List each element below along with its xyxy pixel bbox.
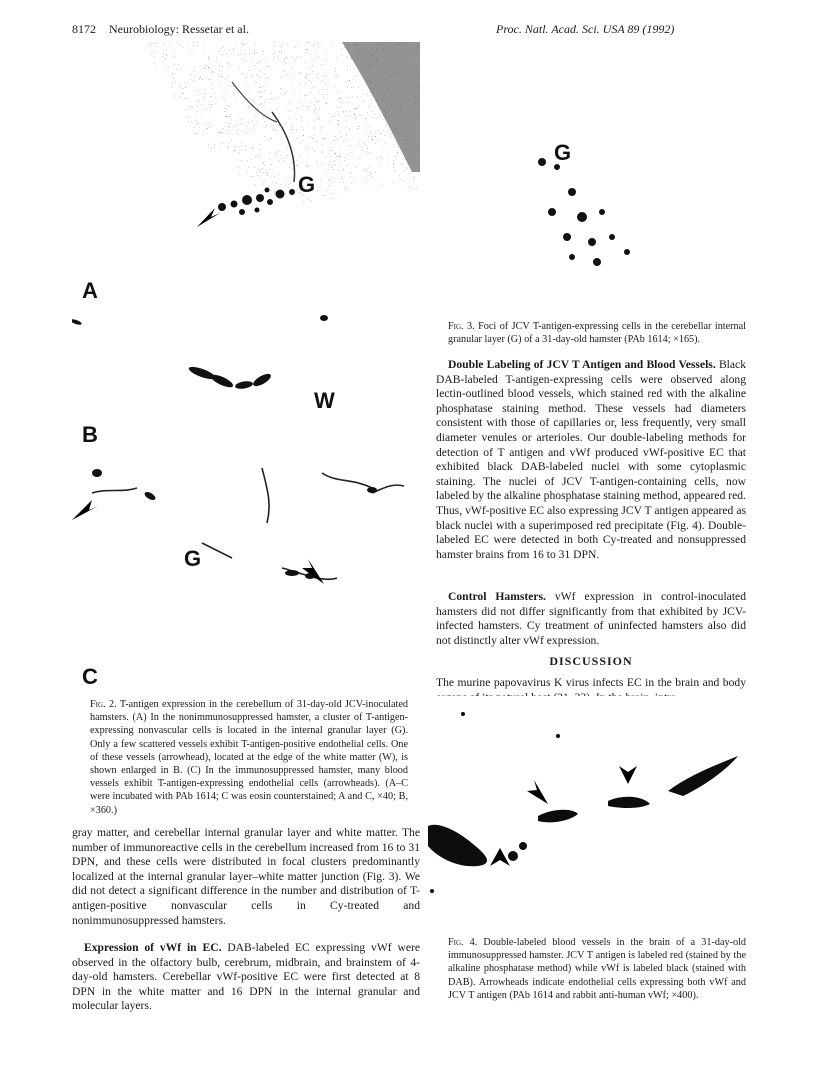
micrograph-4 [418,696,746,926]
region-label-g-fig3: G [554,140,572,165]
paragraph-nonvascular-cells: gray matter, and cerebellar internal granular layer and white matter. The number of immunoreactive cells in the cerebellum increased from 16 to 31 DPN, and these cells were distributed in focal clusters predominantly localized at the internal granular layer–white matter junction (Fig. 3). We did not detect a significant difference in the number and distribution of T-antigen-positive nonvascular cells in Cy-treated and nonimmunosuppressed hamsters. [72,826,420,927]
micrograph-2c [72,448,420,690]
figure-3-caption-text: Foci of JCV T-antigen-expressing cells in the cerebellar internal granular layer (G) of a 31-day-old hamster (PAb 1614; ×165). [448,321,746,346]
page-number: 8172 [72,22,96,36]
figure-4 [418,696,746,926]
figure-2-caption [90,698,408,817]
paragraph-double-labeling [436,358,746,562]
figure-2-caption-label: Fig. 2. [90,699,117,710]
figure-2-caption-text: T-antigen expression in the cerebellum of 31-day-old JCV-inoculated hamsters. (A) In the nonimmunosuppressed hamster, a cluster of T-antigen-expressing nonvascular cells is located in the internal granular layer (G). Only a few scattered vessels exhibit T-antigen-positive endothelial cells. One of these vessels (arrowhead), located at the edge of the white matter (W), is shown enlarged in B. (C) In the immunosuppressed hamster, many blood vessels exhibit T-antigen-expressing endothelial cells (arrowheads). (A–C were incubated with PAb 1614; C was eosin counterstained; A and C, ×40; B, ×360.) [90,699,408,816]
micrograph-2a [72,42,420,308]
panel-label-c: C [82,664,98,689]
figure-3-caption-label: Fig. 3. [448,321,475,332]
discussion-paragraph: The murine papovavirus K virus infects EC in the brain and body [436,676,746,689]
region-label-g-c: G [184,546,202,571]
discussion-heading: DISCUSSION [549,654,633,668]
paragraph-text: DAB-labeled EC expressing vWf were observed in the olfactory bulb, cerebrum, midbrain, and brainstem of 4-day-old hamsters. Cerebellar vWf-positive EC were first detected at 8 DPN in the white matter and 16 DPN in the internal granular and molecular layers. [72,941,420,1013]
figure-3 [432,42,746,310]
region-label-w-b: W [314,388,335,413]
figure-2-panel-c [72,448,420,690]
section-heading-double-labeling: Double Labeling of JCV T Antigen and Blood Vessels. [448,358,716,371]
running-header-left [72,22,249,37]
panel-label-a: A [82,278,98,303]
figure-2-panel-a [72,42,420,308]
paragraph-vwf-expression [72,941,420,1014]
figure-4-caption-label: Fig. 4. [448,937,478,948]
figure-2-panel-b [72,308,420,448]
journal-citation: Proc. Natl. Acad. Sci. USA 89 (1992) [496,22,675,36]
section-heading-vwf: Expression of vWf in EC. [84,941,222,954]
running-title: Neurobiology: Ressetar et al. [109,22,249,36]
paragraph-control-hamsters [436,590,746,648]
region-label-g-a: G [298,172,316,197]
micrograph-2b [72,308,420,448]
paragraph-text: vWf expression in control-inoculated hamsters did not differ significantly from that exhibited by JCV-infected hamsters. Cy treatment of uninfected hamsters also did not distinctly alter vWf expression. [436,590,746,647]
figure-4-caption-text: Double-labeled blood vessels in the brain of a 31-day-old immunosuppressed hamster. JCV T antigen is labeled red (stained by the alkaline phosphatase method) while vWf is labeled black (stained with DAB). Arrowheads indicate endothelial cells expressing both vWf and JCV T antigen (PAb 1614 and rabbit anti-human vWf; ×400). [448,937,746,1001]
micrograph-3 [432,42,746,310]
figure-4-caption [448,936,746,1002]
paragraph-text: Black DAB-labeled T-antigen-expressing cells were observed along lectin-outlined blood vessels, which stained red with the alkaline phosphatase staining method. These vessels had diameters consistent with those of capillaries or, less frequently, very small diameter venules or arterioles. Our double-labeling methods for detection of T antigen and vWf produced vWf-positive EC that exhibited black DAB-labeled nuclei with some cytoplasmic staining. The nuclei of JCV T-antigen-containing cells, now labeled by the alkaline phosphatase staining method, appeared red. Thus, vWf-positive EC also expressing JCV T antigen appeared as black nuclei with a superimposed red precipitate (Fig. 4). Double-labeled EC were detected in both Cy-treated and nonsuppressed hamster brains from 16 to 31 DPN. [436,358,746,561]
section-heading-control-hamsters: Control Hamsters. [448,590,546,603]
panel-label-b: B [82,422,98,447]
figure-3-caption [448,320,746,346]
